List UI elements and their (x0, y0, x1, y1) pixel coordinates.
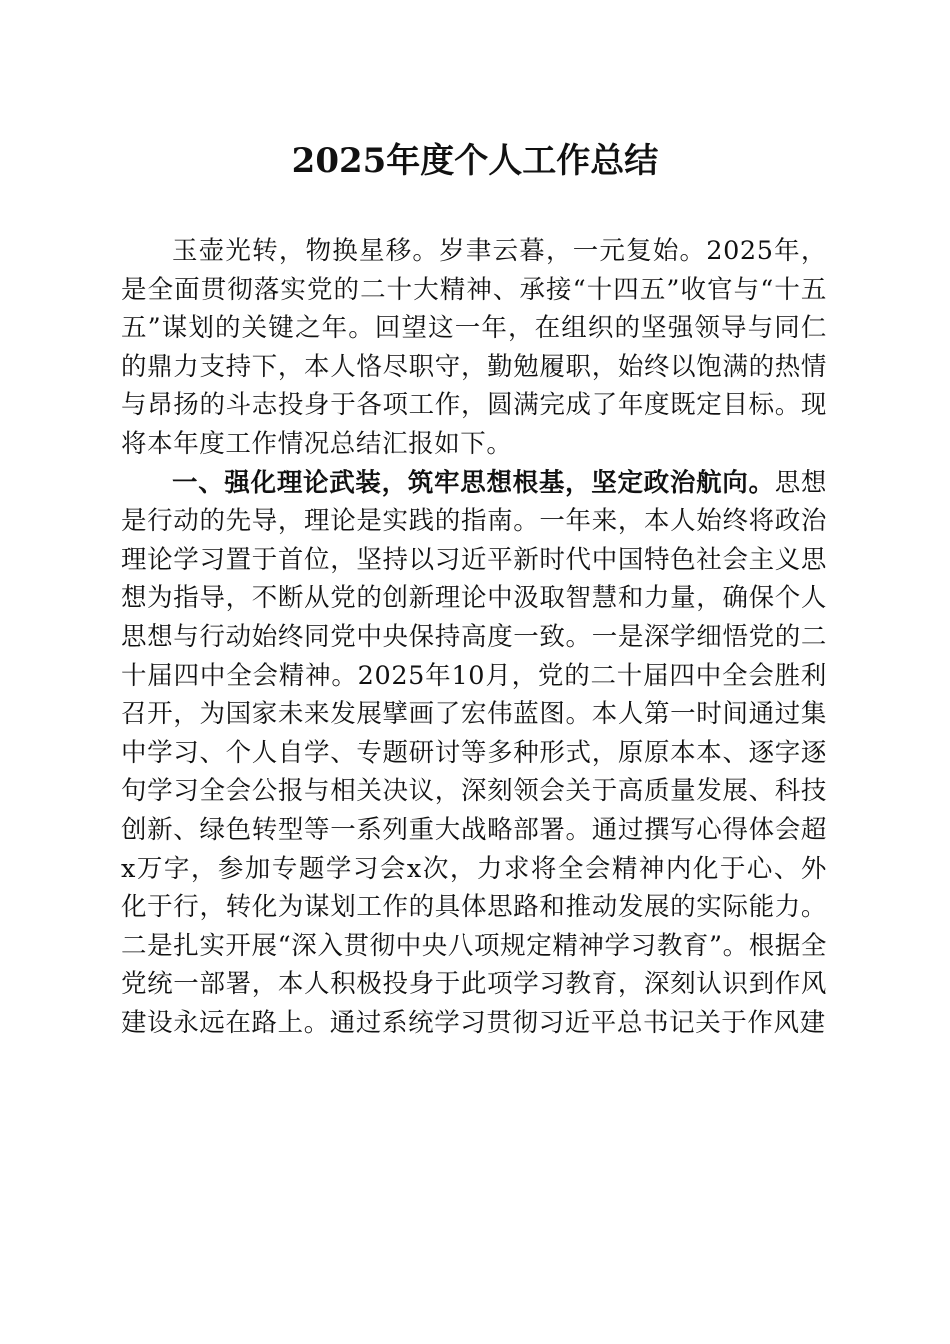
section-1-heading: 一、强化理论武装，筑牢思想根基，坚定政治航向。 (172, 467, 775, 498)
intro-paragraph: 玉壶光转，物换星移。岁聿云暮，一元复始。2025年，是全面贯彻落实党的二十大精神、承接“十四五”收官与“十五五”谋划的关键之年。回望这一年，在组织的坚强领导与同仁的鼎力支持下，本人恪尽职守，勤勉履职，始终以饱满的热情与昂扬的斗志投身于各项工作，圆满完成了年度既定目标。现将本年度工作情况总结汇报如下。 (121, 236, 827, 459)
document-body (121, 232, 827, 1042)
section-1-text: 思想是行动的先导，理论是实践的指南。一年来，本人始终将政治理论学习置于首位，坚持以习近平新时代中国特色社会主义思想为指导，不断从党的创新理论中汲取智慧和力量，确保个人思想与行动始终同党中央保持高度一致。一是深学细悟党的二十届四中全会精神。2025年10月，党的二十届四中全会胜利召开，为国家未来发展擘画了宏伟蓝图。本人第一时间通过集中学习、个人自学、专题研讨等多种形式，原原本本、逐字逐句学习全会公报与相关决议，深刻领会关于高质量发展、科技创新、绿色转型等一系列重大战略部署。通过撰写心得体会超x万字，参加专题学习会x次，力求将全会精神内化于心、外化于行，转化为谋划工作的具体思路和推动发展的实际能力。二是扎实开展“深入贯彻中央八项规定精神学习教育”。根据全党统一部署，本人积极投身于此项学习教育，深刻认识到作风建设永远在路上。通过系统学习贯彻习近平总书记关于作风建 (121, 467, 827, 1038)
document-title: 2025年度个人工作总结 (291, 141, 659, 181)
section-1-paragraph (121, 464, 827, 1043)
